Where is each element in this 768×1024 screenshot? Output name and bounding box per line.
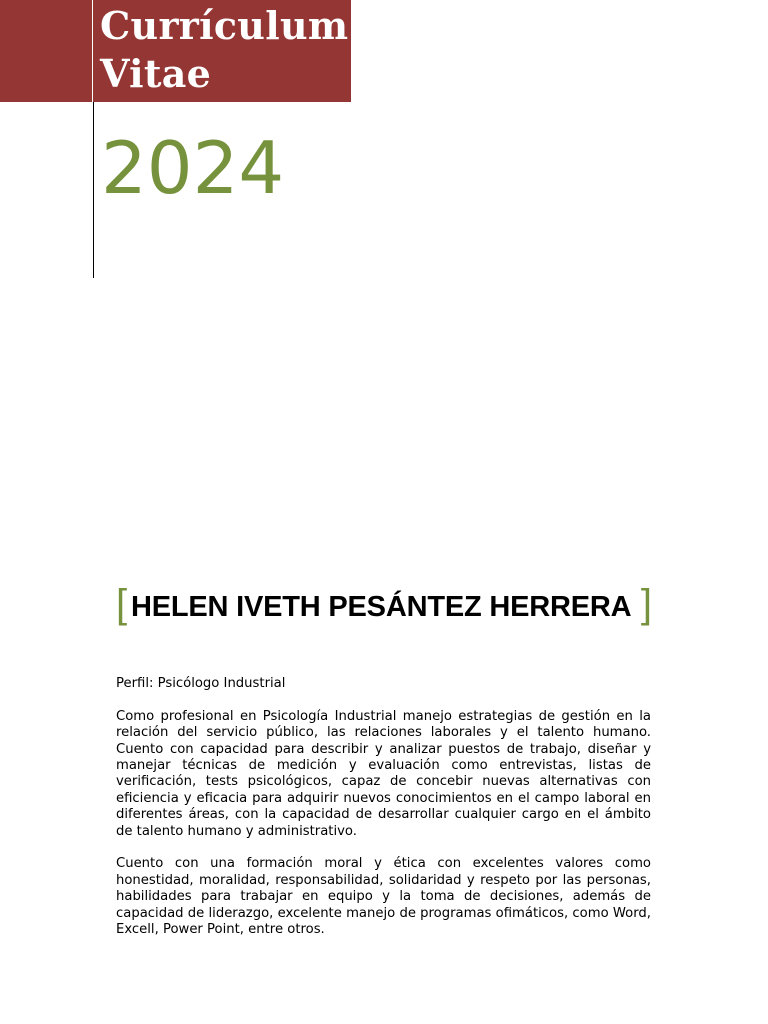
profile-label: Perfil: Psicólogo Industrial — [116, 676, 286, 691]
profile-section — [116, 676, 651, 955]
left-bracket: [ — [116, 582, 128, 626]
title-block-divider — [92, 0, 93, 102]
right-bracket: ] — [640, 582, 652, 626]
vertical-rule — [93, 102, 94, 278]
title-line-2: Vitae — [100, 51, 212, 96]
document-title — [100, 2, 348, 98]
profile-paragraph-1: Como profesional en Psicología Industrial manejo estrategias de gestión en la relación del servicio público, las relaciones laborales y el talento humano. Cuento con capacidad para describir y analizar puestos de trabajo, diseñar y manejar técnicas de medición y evaluación como entrevistas, listas de verificación, tests psicológicos, capaz de concebir nuevas alternativas con eficiencia y eficacia para adquirir nuevos conocimientos en el campo laboral en diferentes áreas, con la capacidad de desarrollar cualquier cargo en el ámbito de talento humano y administrativo. — [116, 708, 651, 839]
year: 2024 — [101, 126, 285, 210]
title-line-1: Currículum — [100, 3, 349, 48]
candidate-name-line — [116, 580, 652, 630]
candidate-name: HELEN IVETH PESÁNTEZ HERRERA — [131, 591, 632, 623]
profile-paragraph-2: Cuento con una formación moral y ética con excelentes valores como honestidad, moralidad, responsabilidad, solidaridad y respeto por las personas, habilidades para trabajar en equipo y la toma de decisiones, además de capacidad de liderazgo, excelente manejo de programas ofimáticos, como Word, Excell, Power Point, entre otros. — [116, 856, 651, 938]
